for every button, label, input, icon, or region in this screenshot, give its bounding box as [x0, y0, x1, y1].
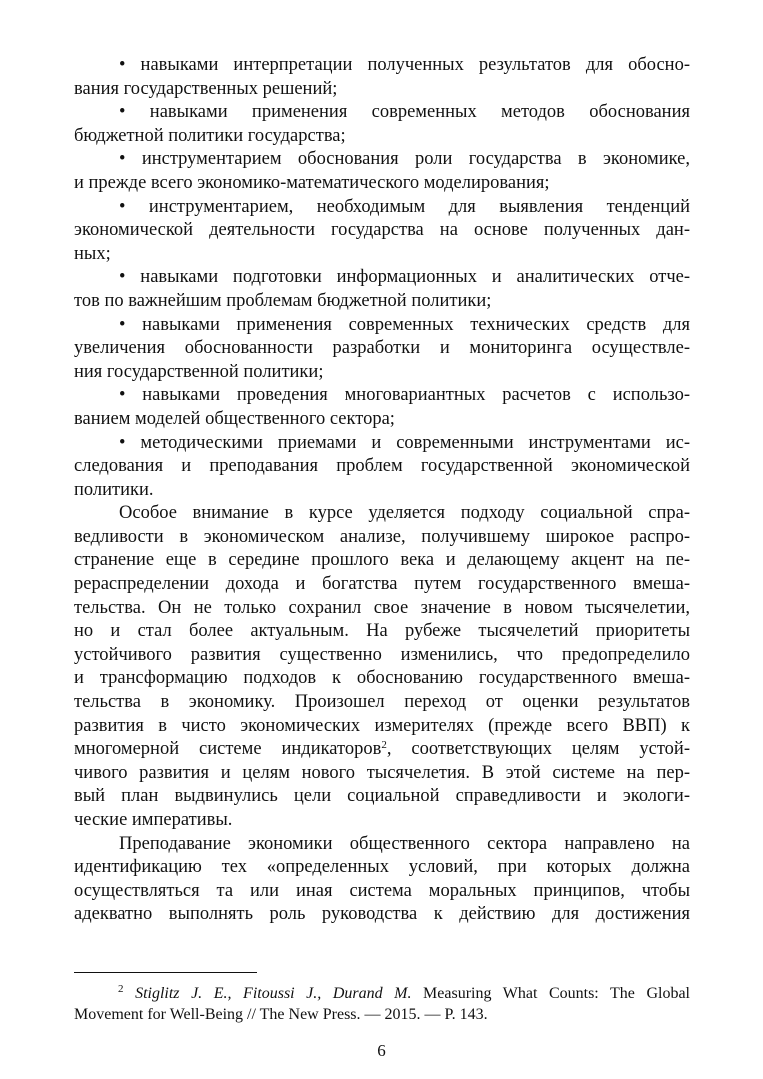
- text-line: • инструментарием, необходимым для выявления тенденций: [119, 196, 690, 217]
- footnote-number: 2: [118, 983, 124, 995]
- bullet-item: [74, 101, 690, 148]
- text-line: вания государственных решений;: [74, 78, 338, 99]
- text-line: [74, 738, 690, 762]
- bullet-item: [74, 196, 690, 267]
- text-line: и трансформацию подходов к обоснованию государственного вмеша-: [74, 668, 690, 689]
- text-line: вый план выдвинулись цели социальной справедливости и экологи-: [74, 786, 690, 807]
- text-line: рераспределении дохода и богатства путем государственного вмеша-: [74, 574, 690, 595]
- footnote-title: Measuring What Counts: The Global: [411, 985, 690, 1002]
- text-line: • навыками интерпретации полученных результатов для обосно-: [119, 55, 690, 75]
- text-line: ных;: [74, 243, 111, 264]
- bullet-item: [74, 266, 690, 313]
- text-line: ведливости в экономическом анализе, получившему широкое распро-: [74, 526, 690, 547]
- text-line: развития в чисто экономических измерителях (прежде всего ВВП) к: [74, 715, 690, 736]
- footnote-reference[interactable]: 2: [381, 739, 387, 752]
- text-line: • навыками подготовки информационных и аналитических отче-: [119, 267, 690, 288]
- bullet-item: [74, 384, 690, 431]
- text-line: устойчивого развития существенно изменились, что предопределило: [74, 644, 690, 665]
- text-line: политики.: [74, 479, 154, 500]
- bullet-list: [74, 54, 690, 502]
- text-line: тов по важнейшим проблемам бюджетной политики;: [74, 290, 492, 311]
- bullet-item: [74, 148, 690, 195]
- footnote: [74, 983, 690, 1025]
- text-line: странение еще в середине прошлого века и делающему акцент на пе-: [74, 550, 690, 571]
- footnote-line: Movement for Well-Being // The New Press. — 2015. — P. 143.: [74, 1006, 488, 1023]
- text-line: • навыками применения современных технических средств для: [119, 314, 690, 335]
- text-line: • навыками применения современных методов обоснования: [119, 102, 690, 123]
- text-line: • методическими приемами и современными инструментами ис-: [119, 432, 690, 453]
- text-line: • инструментарием обоснования роли государства в экономике,: [119, 149, 690, 170]
- text-line: Преподавание экономики общественного сектора направлено на: [119, 833, 690, 854]
- paragraph-social-justice: [74, 502, 690, 832]
- footnote-authors: Stiglitz J. E., Fitoussi J., Durand M.: [135, 985, 412, 1002]
- text-line: осуществляться та или иная система моральных принципов, чтобы: [74, 880, 690, 901]
- text-line: следования и преподавания проблем государственной экономической: [74, 456, 690, 477]
- paragraph-teaching: [74, 833, 690, 927]
- text-line: адекватно выполнять роль руководства к действию для достижения: [74, 904, 690, 925]
- bullet-item: [74, 432, 690, 503]
- text-fragment: многомерной системе индикаторов: [74, 739, 382, 760]
- text-line: • навыками проведения многовариантных расчетов с использо-: [119, 385, 690, 406]
- footnote-line: [74, 983, 690, 1004]
- text-line: Особое внимание в курсе уделяется подходу социальной спра-: [119, 503, 690, 524]
- text-line: ческие императивы.: [74, 810, 233, 830]
- text-line: увеличения обоснованности разработки и мониторинга осуществле-: [74, 338, 690, 359]
- text-line: но и стал более актуальным. На рубеже тысячелетий приоритеты: [74, 621, 690, 642]
- bullet-item: [74, 54, 690, 101]
- text-line: ния государственной политики;: [74, 361, 324, 382]
- bullet-item: [74, 314, 690, 385]
- text-line: чивого развития и целям нового тысячелетия. В этой системе на пер-: [74, 762, 690, 783]
- text-line: экономической деятельности государства на основе полученных дан-: [74, 220, 690, 241]
- text-line: ванием моделей общественного сектора;: [74, 408, 395, 429]
- text-line: тельства. Он не только сохранил свое значение в новом тысячелетии,: [74, 597, 690, 618]
- text-line: и прежде всего экономико-математического моделирования;: [74, 172, 550, 193]
- text-line: идентификацию тех «определенных условий, при которых должна: [74, 857, 690, 878]
- text-fragment: , соответствующих целям устой-: [386, 739, 690, 760]
- text-line: тельства в экономику. Произошел переход от оценки результатов: [74, 692, 690, 713]
- body-text: [74, 54, 690, 927]
- text-line: бюджетной политики государства;: [74, 125, 346, 146]
- page-number: 6: [377, 1041, 386, 1060]
- footnote-divider: [74, 972, 257, 973]
